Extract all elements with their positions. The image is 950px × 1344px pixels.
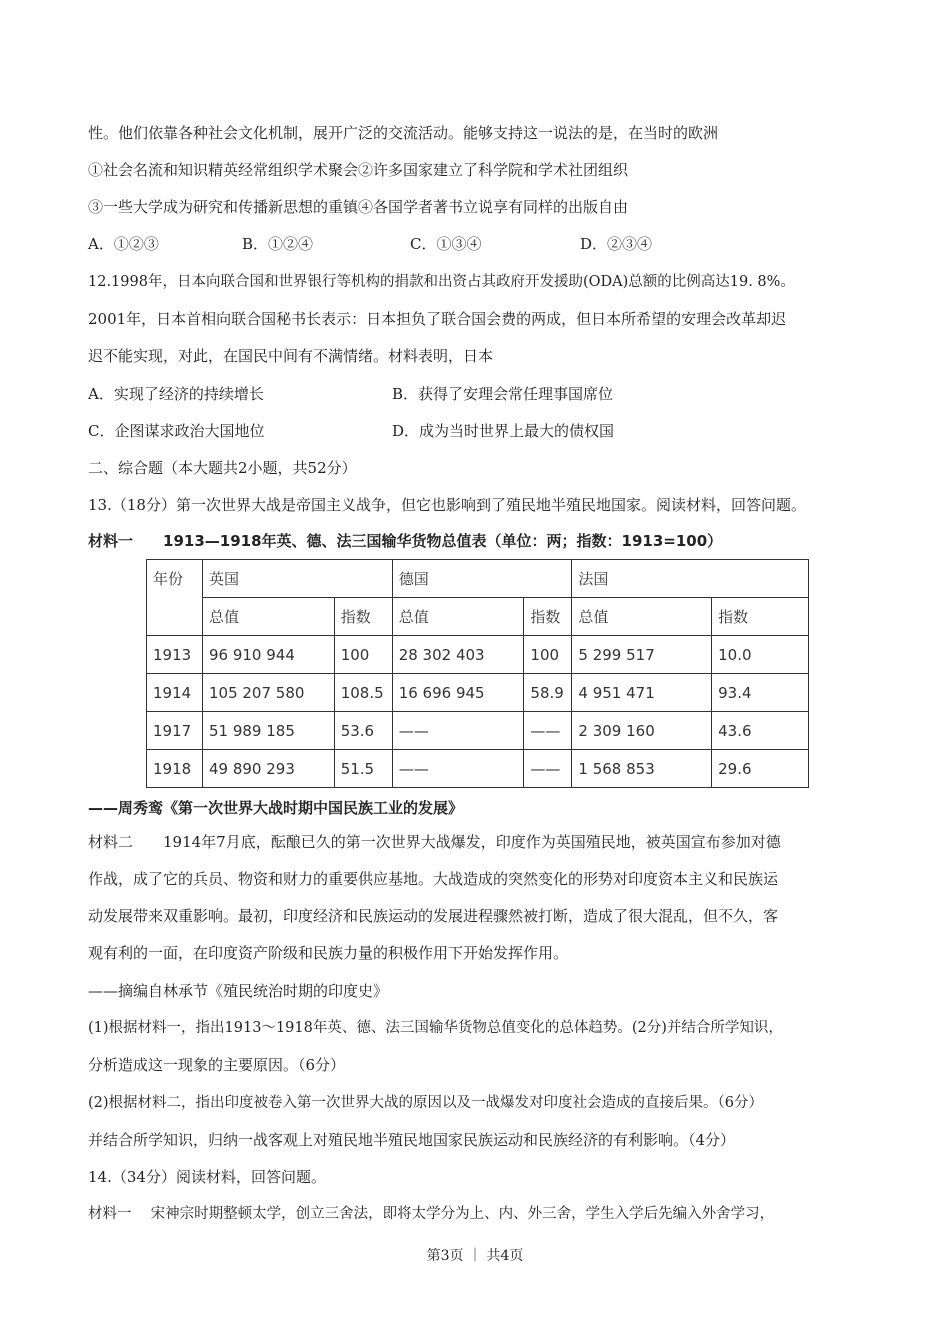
sub-question-2-cont: 并结合所学知识，归纳一战客观上对殖民地半殖民地国家民族运动和民族经济的有利影响。（4分） xyxy=(88,1131,736,1149)
subheader-index: 指数 xyxy=(712,598,809,636)
q11-option-a: A．①②③ xyxy=(88,235,159,253)
table-row xyxy=(147,636,809,674)
material-1-label: 材料一 xyxy=(88,532,134,550)
sub-question-1-cont: 分析造成这一现象的主要原因。（6分） xyxy=(88,1056,346,1074)
q11-option-b: B．①②④ xyxy=(242,235,314,253)
subheader-total: 总值 xyxy=(392,598,524,636)
cell-de-total: —— xyxy=(392,750,524,788)
q12-stem-line: 迟不能实现，对此，在国民中间有不满情绪。材料表明，日本 xyxy=(88,347,494,365)
cell-uk-index: 53.6 xyxy=(334,712,392,750)
q11-option-d: D．②③④ xyxy=(580,235,653,253)
cell-year: 1917 xyxy=(147,712,203,750)
cell-uk-index: 100 xyxy=(334,636,392,674)
material-2-line: 材料二 1914年7月底，酝酿已久的第一次世界大战爆发，印度作为英国殖民地，被英国宣布参加对德 xyxy=(88,833,781,851)
cell-uk-index: 51.5 xyxy=(334,750,392,788)
table-row xyxy=(147,674,809,712)
country-header-uk: 英国 xyxy=(202,560,392,598)
q12-option-c: C．企图谋求政治大国地位 xyxy=(88,422,265,440)
sub-question-1: (1)根据材料一，指出1913～1918年英、德、法三国输华货物总值变化的总体趋势。(2分)并结合所学知识， xyxy=(88,1020,783,1036)
cell-year: 1914 xyxy=(147,674,203,712)
cell-uk-index: 108.5 xyxy=(334,674,392,712)
material-1-source: ——周秀鸾《第一次世界大战时期中国民族工业的发展》 xyxy=(88,799,464,817)
cell-de-total: 28 302 403 xyxy=(392,636,524,674)
cell-de-index: —— xyxy=(524,750,572,788)
q12-stem-line: 2001年，日本首相向联合国秘书长表示：日本担负了联合国会费的两成，但日本所希望的安理会改革却迟 xyxy=(88,310,787,328)
q13-stem: 13.（18分）第一次世界大战是帝国主义战争，但它也影响到了殖民地半殖民地国家。阅读材料，回答问题。 xyxy=(88,496,806,514)
q12-option-b: B．获得了安理会常任理事国席位 xyxy=(392,385,614,403)
cell-uk-total: 96 910 944 xyxy=(202,636,334,674)
cell-uk-total: 51 989 185 xyxy=(202,712,334,750)
q11-option-c: C．①③④ xyxy=(410,235,482,253)
q14-stem: 14.（34分）阅读材料，回答问题。 xyxy=(88,1168,326,1186)
subheader-index: 指数 xyxy=(334,598,392,636)
cell-de-index: 100 xyxy=(524,636,572,674)
subheader-index: 指数 xyxy=(524,598,572,636)
cell-fr-total: 1 568 853 xyxy=(572,750,712,788)
material-2-line: 动发展带来双重影响。最初，印度经济和民族运动的发展进程骤然被打断，造成了很大混乱，但不久，客 xyxy=(88,907,779,925)
material-2-line: 观有利的一面，在印度资产阶级和民族力量的积极作用下开始发挥作用。 xyxy=(88,944,569,962)
subheader-total: 总值 xyxy=(202,598,334,636)
cell-uk-total: 105 207 580 xyxy=(202,674,334,712)
cell-fr-index: 29.6 xyxy=(712,750,809,788)
cell-fr-index: 10.0 xyxy=(712,636,809,674)
cell-uk-total: 49 890 293 xyxy=(202,750,334,788)
material-1-title xyxy=(88,530,722,551)
text-line: 性。他们依靠各种社会文化机制，展开广泛的交流活动。能够支持这一说法的是，在当时的欧洲 xyxy=(88,124,719,142)
cell-year: 1918 xyxy=(147,750,203,788)
trade-table xyxy=(146,559,809,788)
cell-de-total: 16 696 945 xyxy=(392,674,524,712)
cell-fr-total: 2 309 160 xyxy=(572,712,712,750)
country-header-de: 德国 xyxy=(392,560,572,598)
q12-option-a: A．实现了经济的持续增长 xyxy=(88,385,264,403)
cell-de-index: —— xyxy=(524,712,572,750)
cell-fr-total: 5 299 517 xyxy=(572,636,712,674)
q14-material-1: 材料一 宋神宗时期整顿太学，创立三舍法，即将太学分为上、内、外三舍，学生入学后先编入外舍学习， xyxy=(88,1206,775,1222)
table-row xyxy=(147,712,809,750)
cell-fr-total: 4 951 471 xyxy=(572,674,712,712)
option-line: ③一些大学成为研究和传播新思想的重镇④各国学者著书立说享有同样的出版自由 xyxy=(88,198,629,216)
cell-fr-index: 43.6 xyxy=(712,712,809,750)
cell-year: 1913 xyxy=(147,636,203,674)
country-header-fr: 法国 xyxy=(572,560,809,598)
subheader-total: 总值 xyxy=(572,598,712,636)
section-heading: 二、综合题（本大题共2小题，共52分） xyxy=(88,459,357,477)
sub-question-2: (2)根据材料二，指出印度被卷入第一次世界大战的原因以及一战爆发对印度社会造成的直接后果。（6分） xyxy=(88,1095,764,1111)
cell-fr-index: 93.4 xyxy=(712,674,809,712)
material-2-line: 作战，成了它的兵员、物资和财力的重要供应基地。大战造成的突然变化的形势对印度资本主义和民族运 xyxy=(88,870,779,888)
year-header: 年份 xyxy=(147,560,203,636)
q12-option-d: D．成为当时世界上最大的债权国 xyxy=(392,422,615,440)
option-line: ①社会名流和知识精英经常组织学术聚会②许多国家建立了科学院和学术社团组织 xyxy=(88,161,629,179)
q12-stem-line: 12.1998年，日本向联合国和世界银行等机构的捐款和出资占其政府开发援助(ODA)总额的比例高达19. 8%。 xyxy=(88,274,795,290)
page-footer: 第3页 ｜ 共4页 xyxy=(426,1248,524,1264)
cell-de-index: 58.9 xyxy=(524,674,572,712)
table-row xyxy=(147,750,809,788)
cell-de-total: —— xyxy=(392,712,524,750)
table-caption: 1913—1918年英、德、法三国输华货物总值表（单位：两；指数：1913=100） xyxy=(163,532,723,550)
material-2-source: ——摘编自林承节《殖民统治时期的印度史》 xyxy=(88,982,389,1000)
